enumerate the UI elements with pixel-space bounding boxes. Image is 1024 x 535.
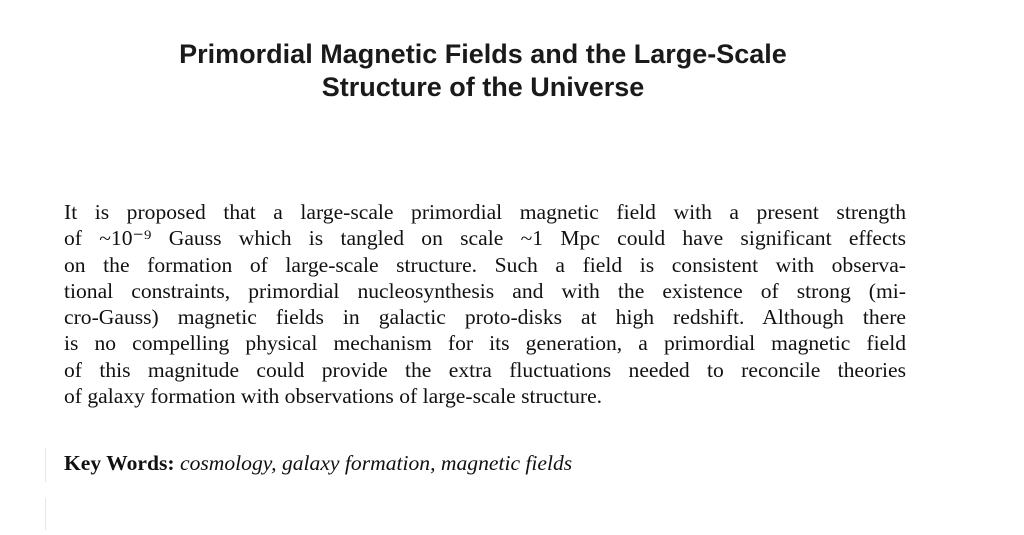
abstract-line-8: of galaxy formation with observations of large-scale structure. xyxy=(64,384,603,409)
paper-title xyxy=(0,38,966,104)
paper-title-line-2: Structure of the Universe xyxy=(321,72,645,102)
abstract-line-5: cro-Gauss) magnetic fields in galactic proto-disks at high redshift. Although there xyxy=(64,305,906,330)
key-words xyxy=(64,450,572,476)
scan-margin-mark xyxy=(45,448,46,482)
abstract-line-6: is no compelling physical mechanism for its generation, a primordial magnetic field xyxy=(64,331,906,356)
scan-margin-mark xyxy=(45,498,46,530)
paper-title-line-1: Primordial Magnetic Fields and the Large-Scale xyxy=(179,39,787,69)
key-words-list: cosmology, galaxy formation, magnetic fields xyxy=(179,451,573,475)
key-words-label: Key Words: xyxy=(64,451,180,475)
abstract-line-3: on the formation of large-scale structure. Such a field is consistent with observa- xyxy=(64,252,906,277)
abstract-line-7: of this magnitude could provide the extra fluctuations needed to reconcile theories xyxy=(64,357,906,382)
abstract xyxy=(64,199,906,409)
abstract-line-2: of ~10⁻⁹ Gauss which is tangled on scale ~1 Mpc could have significant effects xyxy=(64,226,906,251)
abstract-line-4: tional constraints, primordial nucleosynthesis and with the existence of strong (mi- xyxy=(64,278,906,303)
abstract-line-1: It is proposed that a large-scale primordial magnetic field with a present strength xyxy=(64,200,906,224)
